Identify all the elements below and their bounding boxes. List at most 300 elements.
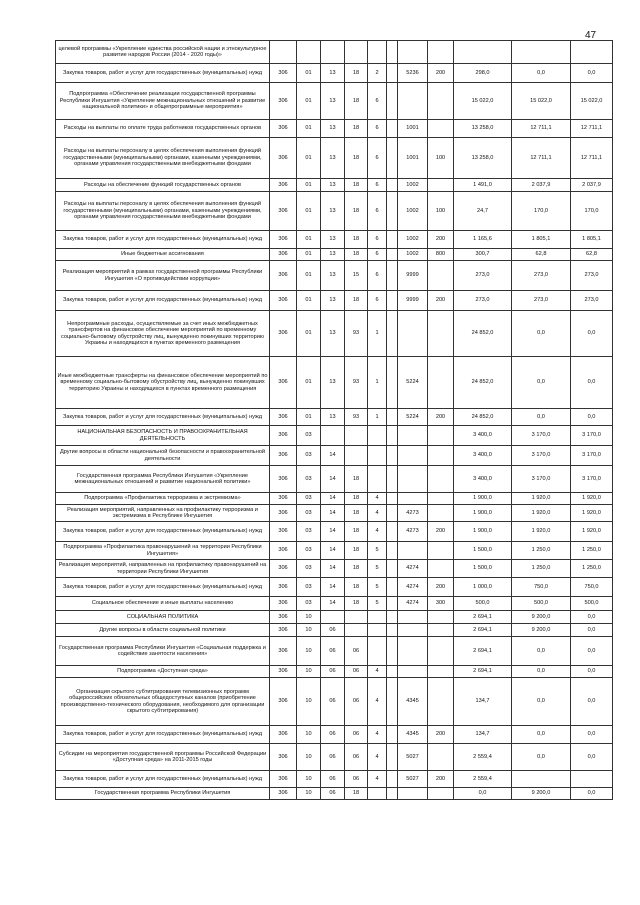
row-name-cell: Государственная программа Республики Ингушетия xyxy=(56,788,270,800)
subsection-code-cell: 13 xyxy=(321,120,345,138)
row-name-cell: Социальное обеспечение и иные выплаты населению xyxy=(56,597,270,611)
expense-type-cell xyxy=(428,426,454,446)
section-code-cell: 01 xyxy=(297,192,321,231)
table-row xyxy=(56,597,613,611)
extra-code-cell xyxy=(387,466,398,493)
amount-year3-cell: 500,0 xyxy=(571,597,613,611)
expense-type-cell: 100 xyxy=(428,138,454,179)
amount-year2-cell: 9 200,0 xyxy=(512,611,571,624)
amount-year1-cell: 2 694,1 xyxy=(454,611,512,624)
table-row xyxy=(56,231,613,249)
section-code-cell: 01 xyxy=(297,138,321,179)
subprogram-code-cell: 4 xyxy=(368,771,387,788)
amount-year2-cell: 12 711,1 xyxy=(512,138,571,179)
table-row xyxy=(56,179,613,192)
subsection-code-cell: 06 xyxy=(321,637,345,666)
program-code-cell xyxy=(345,624,368,637)
subprogram-code-cell xyxy=(368,788,387,800)
program-code-cell: 93 xyxy=(345,409,368,426)
subsection-code-cell xyxy=(321,41,345,64)
subsection-code-cell: 13 xyxy=(321,291,345,311)
ministry-code-cell: 306 xyxy=(270,120,297,138)
ministry-code-cell: 306 xyxy=(270,788,297,800)
subprogram-code-cell: 6 xyxy=(368,138,387,179)
amount-year1-cell: 3 400,0 xyxy=(454,466,512,493)
section-code-cell: 03 xyxy=(297,522,321,542)
subsection-code-cell: 13 xyxy=(321,357,345,409)
program-code-cell: 18 xyxy=(345,64,368,83)
extra-code-cell xyxy=(387,41,398,64)
row-name-cell: Закупка товаров, работ и услуг для государственных (муниципальных) нужд xyxy=(56,726,270,744)
section-code-cell: 10 xyxy=(297,678,321,726)
target-article-cell xyxy=(398,637,428,666)
table-row xyxy=(56,83,613,120)
row-name-cell: целевой программы «Укрепление единства российской нации и этнокультурное развитие народов России (2014 - 2020 годы)» xyxy=(56,41,270,64)
table-row xyxy=(56,578,613,597)
program-code-cell: 18 xyxy=(345,231,368,249)
section-code-cell: 03 xyxy=(297,505,321,522)
row-name-cell: Закупка товаров, работ и услуг для государственных (муниципальных) нужд xyxy=(56,64,270,83)
amount-year2-cell: 0,0 xyxy=(512,637,571,666)
ministry-code-cell: 306 xyxy=(270,771,297,788)
ministry-code-cell: 306 xyxy=(270,83,297,120)
amount-year3-cell: 0,0 xyxy=(571,64,613,83)
amount-year3-cell: 12 711,1 xyxy=(571,138,613,179)
extra-code-cell xyxy=(387,120,398,138)
amount-year1-cell: 298,0 xyxy=(454,64,512,83)
subprogram-code-cell: 1 xyxy=(368,409,387,426)
subsection-code-cell: 14 xyxy=(321,522,345,542)
subprogram-code-cell: 5 xyxy=(368,560,387,578)
subsection-code-cell: 13 xyxy=(321,83,345,120)
row-name-cell: Государственная программа Республики Ингушетия «Социальная поддержка и содействие занятости населения» xyxy=(56,637,270,666)
expense-type-cell: 200 xyxy=(428,231,454,249)
expense-type-cell xyxy=(428,637,454,666)
amount-year2-cell: 3 170,0 xyxy=(512,426,571,446)
section-code-cell: 01 xyxy=(297,311,321,357)
program-code-cell: 18 xyxy=(345,83,368,120)
table-row xyxy=(56,637,613,666)
subprogram-code-cell: 4 xyxy=(368,744,387,771)
extra-code-cell xyxy=(387,624,398,637)
target-article-cell: 1001 xyxy=(398,138,428,179)
amount-year2-cell xyxy=(512,41,571,64)
target-article-cell: 1002 xyxy=(398,179,428,192)
table-row xyxy=(56,41,613,64)
target-article-cell xyxy=(398,446,428,466)
amount-year1-cell: 3 400,0 xyxy=(454,446,512,466)
row-name-cell: Расходы на выплаты персоналу в целях обеспечения выполнения функций государственными (муниципальными) органами, казенными учреждениями, органами управления государственными внебюджетными фондами xyxy=(56,138,270,179)
row-name-cell: Другие вопросы в области национальной безопасности и правоохранительной деятельности xyxy=(56,446,270,466)
amount-year1-cell: 1 500,0 xyxy=(454,560,512,578)
subprogram-code-cell: 6 xyxy=(368,120,387,138)
expense-type-cell: 200 xyxy=(428,726,454,744)
section-code-cell: 03 xyxy=(297,466,321,493)
amount-year3-cell: 15 022,0 xyxy=(571,83,613,120)
extra-code-cell xyxy=(387,231,398,249)
page-number: 47 xyxy=(585,30,597,41)
amount-year3-cell: 0,0 xyxy=(571,666,613,678)
extra-code-cell xyxy=(387,726,398,744)
amount-year2-cell: 9 200,0 xyxy=(512,788,571,800)
subsection-code-cell: 13 xyxy=(321,64,345,83)
program-code-cell: 93 xyxy=(345,311,368,357)
subprogram-code-cell: 5 xyxy=(368,578,387,597)
row-name-cell: Организация скрытого субтитрирования телевизионных программ общероссийских обязательных общедоступных каналов (приобретение производственно-технического оборудования, необходимого для организации скрытого субтитрирования) xyxy=(56,678,270,726)
target-article-cell: 4345 xyxy=(398,726,428,744)
section-code-cell: 10 xyxy=(297,771,321,788)
row-name-cell: Подпрограмма «Доступная среда» xyxy=(56,666,270,678)
amount-year3-cell: 1 920,0 xyxy=(571,493,613,505)
table-row xyxy=(56,249,613,261)
expense-type-cell: 300 xyxy=(428,597,454,611)
amount-year1-cell: 2 694,1 xyxy=(454,637,512,666)
amount-year3-cell: 0,0 xyxy=(571,788,613,800)
section-code-cell: 10 xyxy=(297,666,321,678)
amount-year1-cell: 1 900,0 xyxy=(454,522,512,542)
expense-type-cell xyxy=(428,179,454,192)
amount-year2-cell: 1 250,0 xyxy=(512,560,571,578)
program-code-cell: 18 xyxy=(345,522,368,542)
extra-code-cell xyxy=(387,426,398,446)
amount-year1-cell: 1 491,0 xyxy=(454,179,512,192)
row-name-cell: Реализация мероприятий, направленных на профилактику правонарушений на территории Республики Ингушетия xyxy=(56,560,270,578)
amount-year2-cell: 3 170,0 xyxy=(512,446,571,466)
amount-year3-cell: 62,8 xyxy=(571,249,613,261)
table-row xyxy=(56,493,613,505)
section-code-cell: 01 xyxy=(297,249,321,261)
target-article-cell xyxy=(398,493,428,505)
program-code-cell: 06 xyxy=(345,678,368,726)
subsection-code-cell: 13 xyxy=(321,179,345,192)
section-code-cell: 10 xyxy=(297,624,321,637)
subsection-code-cell: 06 xyxy=(321,624,345,637)
amount-year2-cell: 170,0 xyxy=(512,192,571,231)
amount-year2-cell xyxy=(512,771,571,788)
section-code-cell: 03 xyxy=(297,446,321,466)
amount-year2-cell: 9 200,0 xyxy=(512,624,571,637)
row-name-cell: Реализация мероприятий в рамках государственной программы Республики Ингушетия «О противодействии коррупции» xyxy=(56,261,270,291)
subprogram-code-cell: 6 xyxy=(368,179,387,192)
extra-code-cell xyxy=(387,611,398,624)
ministry-code-cell: 306 xyxy=(270,357,297,409)
program-code-cell xyxy=(345,611,368,624)
ministry-code-cell: 306 xyxy=(270,192,297,231)
subsection-code-cell: 06 xyxy=(321,666,345,678)
table-row xyxy=(56,261,613,291)
amount-year2-cell: 1 920,0 xyxy=(512,522,571,542)
ministry-code-cell: 306 xyxy=(270,179,297,192)
table-row xyxy=(56,505,613,522)
ministry-code-cell: 306 xyxy=(270,597,297,611)
subsection-code-cell: 06 xyxy=(321,726,345,744)
expense-type-cell xyxy=(428,505,454,522)
row-name-cell: Реализация мероприятий, направленных на профилактику терроризма и экстремизма в Республике Ингушетия xyxy=(56,505,270,522)
expense-type-cell: 200 xyxy=(428,522,454,542)
target-article-cell: 5224 xyxy=(398,409,428,426)
extra-code-cell xyxy=(387,261,398,291)
amount-year3-cell: 3 170,0 xyxy=(571,466,613,493)
amount-year1-cell: 2 559,4 xyxy=(454,771,512,788)
extra-code-cell xyxy=(387,446,398,466)
row-name-cell: Расходы на выплаты по оплате труда работников государственных органов xyxy=(56,120,270,138)
expense-type-cell xyxy=(428,666,454,678)
extra-code-cell xyxy=(387,192,398,231)
target-article-cell: 4345 xyxy=(398,678,428,726)
table-row xyxy=(56,446,613,466)
subprogram-code-cell: 4 xyxy=(368,505,387,522)
table-row xyxy=(56,678,613,726)
expense-type-cell xyxy=(428,357,454,409)
table-row xyxy=(56,624,613,637)
subprogram-code-cell: 4 xyxy=(368,666,387,678)
ministry-code-cell: 306 xyxy=(270,744,297,771)
row-name-cell: Государственная программа Республики Ингушетия «Укрепление межнациональных отношений и развитие национальной политики» xyxy=(56,466,270,493)
amount-year2-cell: 1 920,0 xyxy=(512,493,571,505)
row-name-cell: Закупка товаров, работ и услуг для государственных (муниципальных) нужд xyxy=(56,771,270,788)
row-name-cell: Другие вопросы в области социальной политики xyxy=(56,624,270,637)
amount-year1-cell: 2 559,4 xyxy=(454,744,512,771)
ministry-code-cell: 306 xyxy=(270,231,297,249)
section-code-cell: 10 xyxy=(297,788,321,800)
subprogram-code-cell: 6 xyxy=(368,291,387,311)
target-article-cell: 4274 xyxy=(398,560,428,578)
amount-year3-cell: 0,0 xyxy=(571,624,613,637)
target-article-cell xyxy=(398,83,428,120)
subsection-code-cell: 14 xyxy=(321,466,345,493)
table-row xyxy=(56,426,613,446)
subsection-code-cell: 13 xyxy=(321,231,345,249)
expense-type-cell: 200 xyxy=(428,291,454,311)
program-code-cell: 18 xyxy=(345,597,368,611)
amount-year3-cell: 1 920,0 xyxy=(571,505,613,522)
subsection-code-cell: 14 xyxy=(321,542,345,560)
extra-code-cell xyxy=(387,788,398,800)
table-row xyxy=(56,611,613,624)
program-code-cell: 06 xyxy=(345,771,368,788)
budget-table-body xyxy=(56,41,613,800)
program-code-cell: 18 xyxy=(345,493,368,505)
subprogram-code-cell: 4 xyxy=(368,493,387,505)
amount-year2-cell: 0,0 xyxy=(512,311,571,357)
amount-year1-cell: 13 258,0 xyxy=(454,120,512,138)
ministry-code-cell: 306 xyxy=(270,666,297,678)
amount-year3-cell: 0,0 xyxy=(571,357,613,409)
ministry-code-cell: 306 xyxy=(270,522,297,542)
amount-year1-cell: 1 165,6 xyxy=(454,231,512,249)
ministry-code-cell: 306 xyxy=(270,637,297,666)
amount-year3-cell: 3 170,0 xyxy=(571,446,613,466)
ministry-code-cell: 306 xyxy=(270,542,297,560)
target-article-cell: 4274 xyxy=(398,597,428,611)
target-article-cell xyxy=(398,611,428,624)
extra-code-cell xyxy=(387,597,398,611)
program-code-cell: 18 xyxy=(345,505,368,522)
row-name-cell: Иные межбюджетные трансферты на финансовое обеспечение мероприятий по временному социально-бытовому обустройству лиц, вынужденно покинувших территорию Украины и находящихся в пунктах временного размещения xyxy=(56,357,270,409)
subsection-code-cell: 14 xyxy=(321,578,345,597)
program-code-cell: 18 xyxy=(345,192,368,231)
program-code-cell: 93 xyxy=(345,357,368,409)
program-code-cell: 15 xyxy=(345,261,368,291)
amount-year2-cell: 0,0 xyxy=(512,726,571,744)
subprogram-code-cell: 1 xyxy=(368,357,387,409)
subprogram-code-cell xyxy=(368,624,387,637)
program-code-cell: 18 xyxy=(345,542,368,560)
row-name-cell: Подпрограмма «Обеспечение реализации государственной программы Республики Ингушетия «Укрепление межнациональных отношений и развитие национальной политики» и общепрограммные мероприятия» xyxy=(56,83,270,120)
program-code-cell xyxy=(345,446,368,466)
table-row xyxy=(56,522,613,542)
subsection-code-cell: 14 xyxy=(321,560,345,578)
row-name-cell: СОЦИАЛЬНАЯ ПОЛИТИКА xyxy=(56,611,270,624)
amount-year1-cell: 1 900,0 xyxy=(454,505,512,522)
ministry-code-cell: 306 xyxy=(270,466,297,493)
section-code-cell: 10 xyxy=(297,611,321,624)
ministry-code-cell: 306 xyxy=(270,726,297,744)
subsection-code-cell: 14 xyxy=(321,493,345,505)
target-article-cell: 4274 xyxy=(398,578,428,597)
table-row xyxy=(56,291,613,311)
expense-type-cell xyxy=(428,466,454,493)
target-article-cell: 5027 xyxy=(398,744,428,771)
extra-code-cell xyxy=(387,357,398,409)
program-code-cell: 18 xyxy=(345,249,368,261)
ministry-code-cell: 306 xyxy=(270,261,297,291)
program-code-cell xyxy=(345,426,368,446)
amount-year2-cell: 500,0 xyxy=(512,597,571,611)
subsection-code-cell: 13 xyxy=(321,138,345,179)
ministry-code-cell: 306 xyxy=(270,678,297,726)
expense-type-cell xyxy=(428,788,454,800)
expense-type-cell xyxy=(428,542,454,560)
program-code-cell: 06 xyxy=(345,637,368,666)
expense-type-cell: 200 xyxy=(428,64,454,83)
target-article-cell xyxy=(398,466,428,493)
subprogram-code-cell xyxy=(368,41,387,64)
expense-type-cell xyxy=(428,120,454,138)
program-code-cell xyxy=(345,41,368,64)
budget-table xyxy=(55,40,613,800)
program-code-cell: 18 xyxy=(345,466,368,493)
amount-year1-cell: 13 258,0 xyxy=(454,138,512,179)
extra-code-cell xyxy=(387,409,398,426)
amount-year2-cell: 750,0 xyxy=(512,578,571,597)
program-code-cell: 18 xyxy=(345,560,368,578)
row-name-cell: Иные бюджетные ассигнования xyxy=(56,249,270,261)
target-article-cell: 4273 xyxy=(398,522,428,542)
table-row xyxy=(56,311,613,357)
table-row xyxy=(56,120,613,138)
table-row xyxy=(56,466,613,493)
extra-code-cell xyxy=(387,505,398,522)
expense-type-cell: 800 xyxy=(428,249,454,261)
section-code-cell: 03 xyxy=(297,578,321,597)
ministry-code-cell: 306 xyxy=(270,493,297,505)
amount-year2-cell: 15 022,0 xyxy=(512,83,571,120)
extra-code-cell xyxy=(387,64,398,83)
extra-code-cell xyxy=(387,666,398,678)
program-code-cell: 18 xyxy=(345,120,368,138)
amount-year3-cell: 273,0 xyxy=(571,291,613,311)
row-name-cell: НАЦИОНАЛЬНАЯ БЕЗОПАСНОСТЬ И ПРАВООХРАНИТЕЛЬНАЯ ДЕЯТЕЛЬНОСТЬ xyxy=(56,426,270,446)
subsection-code-cell: 13 xyxy=(321,192,345,231)
program-code-cell: 18 xyxy=(345,291,368,311)
section-code-cell: 01 xyxy=(297,291,321,311)
amount-year3-cell: 1 920,0 xyxy=(571,522,613,542)
extra-code-cell xyxy=(387,311,398,357)
subprogram-code-cell: 6 xyxy=(368,192,387,231)
amount-year3-cell xyxy=(571,41,613,64)
amount-year1-cell: 134,7 xyxy=(454,726,512,744)
row-name-cell: Закупка товаров, работ и услуг для государственных (муниципальных) нужд xyxy=(56,231,270,249)
expense-type-cell: 200 xyxy=(428,771,454,788)
subprogram-code-cell: 5 xyxy=(368,597,387,611)
table-row xyxy=(56,744,613,771)
subsection-code-cell: 14 xyxy=(321,446,345,466)
amount-year3-cell: 1 250,0 xyxy=(571,542,613,560)
amount-year3-cell: 1 250,0 xyxy=(571,560,613,578)
subprogram-code-cell: 6 xyxy=(368,231,387,249)
table-row xyxy=(56,542,613,560)
ministry-code-cell: 306 xyxy=(270,624,297,637)
row-name-cell: Расходы на выплаты персоналу в целях обеспечения выполнения функций государственными (муниципальными) органами, казенными учреждениями, органами управления государственными внебюджетными фондами xyxy=(56,192,270,231)
expense-type-cell xyxy=(428,41,454,64)
target-article-cell: 1001 xyxy=(398,120,428,138)
section-code-cell: 01 xyxy=(297,409,321,426)
extra-code-cell xyxy=(387,637,398,666)
amount-year1-cell: 1 500,0 xyxy=(454,542,512,560)
amount-year1-cell xyxy=(454,41,512,64)
target-article-cell xyxy=(398,542,428,560)
target-article-cell: 1002 xyxy=(398,231,428,249)
target-article-cell: 9999 xyxy=(398,261,428,291)
section-code-cell: 01 xyxy=(297,357,321,409)
amount-year1-cell: 24 852,0 xyxy=(454,409,512,426)
extra-code-cell xyxy=(387,138,398,179)
expense-type-cell xyxy=(428,261,454,291)
target-article-cell: 4273 xyxy=(398,505,428,522)
ministry-code-cell: 306 xyxy=(270,560,297,578)
section-code-cell: 03 xyxy=(297,493,321,505)
amount-year2-cell: 62,8 xyxy=(512,249,571,261)
program-code-cell: 18 xyxy=(345,788,368,800)
program-code-cell: 18 xyxy=(345,138,368,179)
table-row xyxy=(56,771,613,788)
extra-code-cell xyxy=(387,179,398,192)
table-row xyxy=(56,64,613,83)
section-code-cell: 10 xyxy=(297,726,321,744)
subsection-code-cell: 06 xyxy=(321,744,345,771)
table-row xyxy=(56,192,613,231)
row-name-cell: Подпрограмма «Профилактика правонарушений на территории Республики Ингушетия» xyxy=(56,542,270,560)
subsection-code-cell xyxy=(321,426,345,446)
extra-code-cell xyxy=(387,522,398,542)
section-code-cell: 01 xyxy=(297,179,321,192)
amount-year1-cell: 15 022,0 xyxy=(454,83,512,120)
amount-year3-cell: 2 037,9 xyxy=(571,179,613,192)
amount-year3-cell: 0,0 xyxy=(571,637,613,666)
row-name-cell: Закупка товаров, работ и услуг для государственных (муниципальных) нужд xyxy=(56,409,270,426)
table-row xyxy=(56,726,613,744)
amount-year1-cell: 273,0 xyxy=(454,261,512,291)
target-article-cell xyxy=(398,311,428,357)
subsection-code-cell: 13 xyxy=(321,311,345,357)
amount-year2-cell: 0,0 xyxy=(512,64,571,83)
ministry-code-cell: 306 xyxy=(270,409,297,426)
target-article-cell xyxy=(398,426,428,446)
amount-year1-cell: 3 400,0 xyxy=(454,426,512,446)
subsection-code-cell: 13 xyxy=(321,261,345,291)
row-name-cell: Закупка товаров, работ и услуг для государственных (муниципальных) нужд xyxy=(56,522,270,542)
